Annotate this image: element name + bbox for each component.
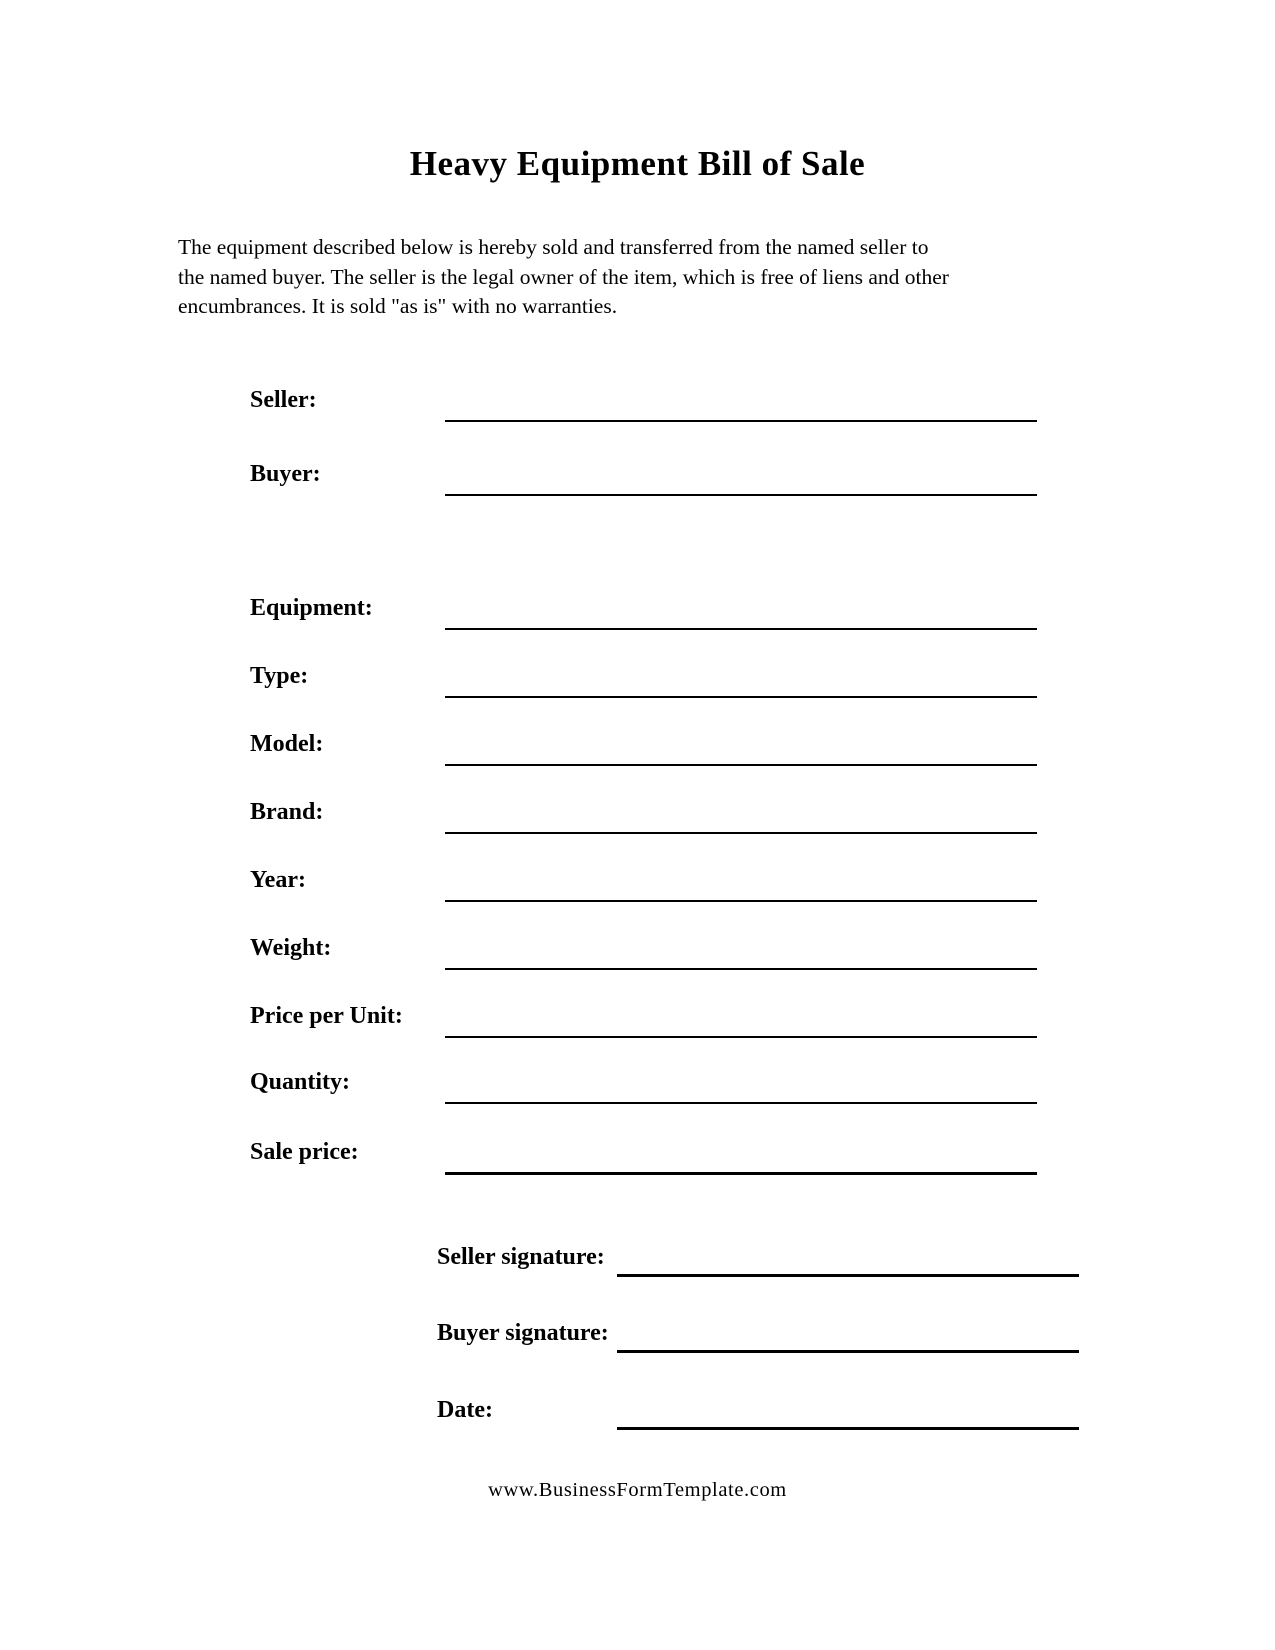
- price-per-unit-field-label: Price per Unit:: [250, 1003, 403, 1029]
- intro-paragraph: [178, 233, 1058, 322]
- intro-line: encumbrances. It is sold "as is" with no warranties.: [178, 294, 618, 318]
- footer-url: www.BusinessFormTemplate.com: [488, 1479, 787, 1501]
- sale-price-blank-line[interactable]: [445, 1172, 1037, 1175]
- weight-blank-line[interactable]: [445, 968, 1037, 970]
- buyer-signature-field-label: Buyer signature:: [437, 1320, 609, 1346]
- type-field-label: Type:: [250, 663, 309, 689]
- quantity-field-label: Quantity:: [250, 1069, 351, 1095]
- date-field-label: Date:: [437, 1397, 493, 1423]
- quantity-blank-line[interactable]: [445, 1102, 1037, 1104]
- seller-signature-blank-line[interactable]: [617, 1274, 1079, 1277]
- model-field-label: Model:: [250, 731, 324, 757]
- seller-field-label: Seller:: [250, 387, 317, 413]
- seller-signature-field-label: Seller signature:: [437, 1244, 605, 1270]
- buyer-signature-blank-line[interactable]: [617, 1350, 1079, 1353]
- intro-line: the named buyer. The seller is the legal owner of the item, which is free of liens and other: [178, 264, 949, 289]
- type-blank-line[interactable]: [445, 696, 1037, 698]
- buyer-field-label: Buyer:: [250, 461, 321, 487]
- equipment-blank-line[interactable]: [445, 628, 1037, 630]
- year-blank-line[interactable]: [445, 900, 1037, 902]
- date-blank-line[interactable]: [617, 1427, 1079, 1430]
- year-field-label: Year:: [250, 867, 306, 893]
- brand-field-label: Brand:: [250, 799, 324, 825]
- weight-field-label: Weight:: [250, 935, 332, 961]
- brand-blank-line[interactable]: [445, 832, 1037, 834]
- seller-blank-line[interactable]: [445, 420, 1037, 422]
- price-per-unit-blank-line[interactable]: [445, 1036, 1037, 1038]
- buyer-blank-line[interactable]: [445, 494, 1037, 496]
- intro-line: The equipment described below is hereby sold and transferred from the named seller to: [178, 235, 929, 259]
- equipment-field-label: Equipment:: [250, 595, 373, 621]
- page-title: Heavy Equipment Bill of Sale: [409, 144, 866, 183]
- sale-price-field-label: Sale price:: [250, 1139, 359, 1165]
- model-blank-line[interactable]: [445, 764, 1037, 766]
